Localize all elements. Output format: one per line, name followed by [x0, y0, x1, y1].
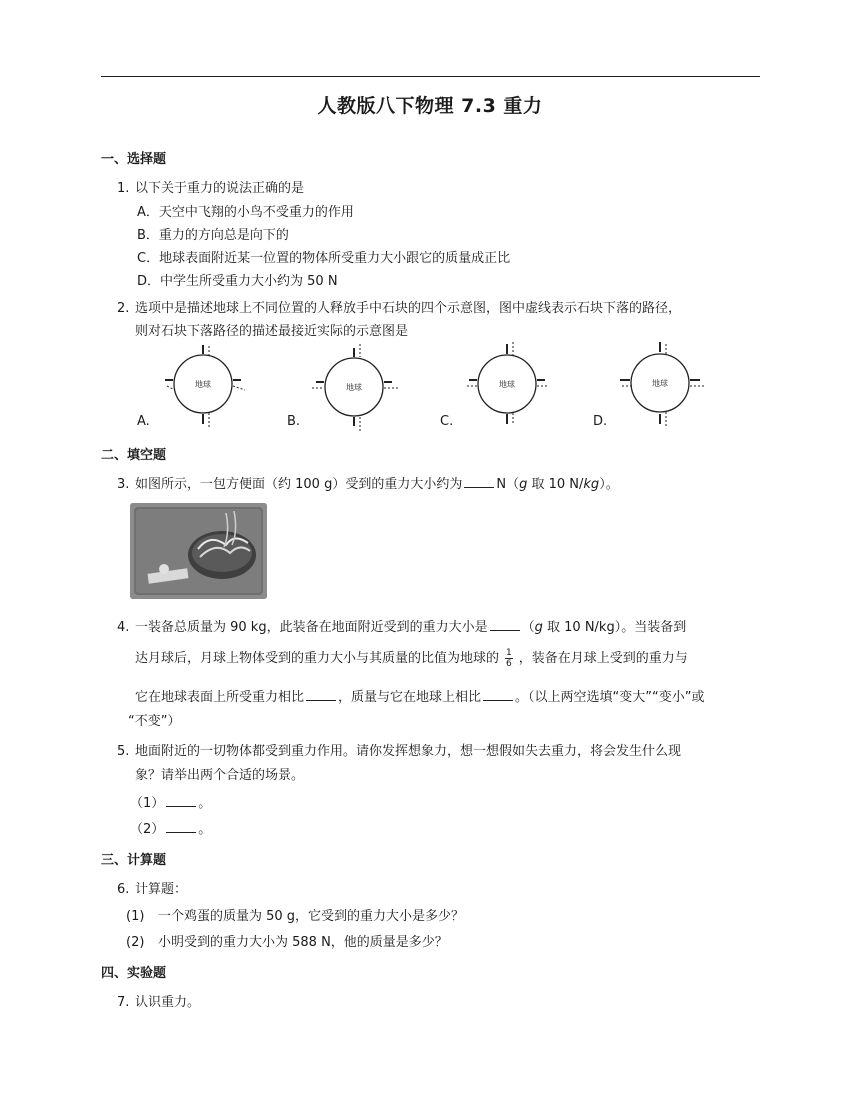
question-5-line-2: 象？请举出两个合适的场景。: [135, 768, 305, 783]
question-stem-line-1: 选项中是描述地球上不同位置的人释放手中石块的四个示意图，图中虚线表示石块下落的路径，: [135, 301, 682, 316]
choice-label-a: A.: [137, 414, 150, 429]
part-label: （1）: [130, 796, 165, 811]
question-text: （: [521, 620, 535, 635]
punctuation: 。: [198, 822, 212, 837]
option-a: A．天空中飞翔的小鸟不受重力的作用: [137, 205, 354, 220]
question-3: [117, 473, 619, 492]
part-label: （2）: [130, 822, 165, 837]
noodle-package-image: [130, 503, 267, 599]
question-number: 3.: [117, 477, 130, 492]
question-6-sub-2: [126, 931, 448, 950]
option-d: D．中学生所受重力大小约为 50 N: [137, 274, 338, 289]
answer-blank: [490, 618, 520, 631]
answer-blank: [464, 475, 494, 488]
earth-label: 地球: [346, 383, 362, 392]
fraction-denominator: 6: [506, 659, 512, 669]
question-4-line-3: [135, 686, 704, 705]
question-1: [117, 177, 304, 196]
question-6: [117, 878, 187, 897]
choice-label-d: D.: [593, 414, 608, 429]
top-rule: [101, 76, 760, 77]
question-text: 它在地球表面上所受重力相比: [135, 690, 305, 705]
choice-label-b: B.: [287, 414, 301, 429]
answer-blank: [306, 688, 336, 701]
question-text: 如图所示，一包方便面（约 100 g）受到的重力大小约为: [135, 477, 463, 492]
question-number: 5.: [117, 744, 130, 759]
sub-number: (1): [126, 909, 145, 924]
question-text: ）。: [599, 477, 619, 492]
earth-diagram-c: [461, 340, 561, 435]
sub-text: 小明受到的重力大小为 588 N，他的质量是多少？: [158, 935, 448, 950]
question-number: 4.: [117, 620, 130, 635]
earth-label: 地球: [652, 379, 668, 388]
option-b: B．重力的方向总是向下的: [137, 228, 289, 243]
fraction-numerator: 1: [506, 648, 512, 658]
sub-number: (2): [126, 935, 145, 950]
answer-blank: [166, 794, 196, 807]
answer-blank: [166, 820, 196, 833]
question-text: 地面附近的一切物体都受到重力作用。请你发挥想象力，想一想假如失去重力，将会发生什么现: [135, 744, 682, 759]
punctuation: 。: [198, 796, 212, 811]
sub-text: 一个鸡蛋的质量为 50 g，它受到的重力大小是多少？: [158, 909, 465, 924]
question-text: ，质量与它在地球上相比: [338, 690, 482, 705]
question-5-part-1: [130, 792, 211, 811]
option-c: C．地球表面附近某一位置的物体所受重力大小跟它的质量成正比: [137, 251, 511, 266]
question-2: [117, 297, 681, 316]
section-heading-experiment: 四、实验题: [101, 966, 167, 981]
question-text: 。（以上两空选填“变大”“变小”或: [515, 690, 705, 705]
question-text: 达月球后，月球上物体受到的重力大小与其质量的比值为地球的: [135, 651, 500, 666]
earth-label: 地球: [499, 380, 515, 389]
question-4-line-2: [135, 647, 688, 669]
question-4-line-1: [117, 616, 686, 635]
question-number: 1.: [117, 181, 130, 196]
math-symbol: kg: [583, 477, 600, 492]
question-number: 6.: [117, 882, 130, 897]
question-text: ，装备在月球上受到的重力与: [518, 651, 688, 666]
question-4-line-4: “不变”）: [128, 714, 181, 729]
question-5-part-2: [130, 818, 211, 837]
question-number: 2.: [117, 301, 130, 316]
choice-label-c: C.: [440, 414, 454, 429]
answer-blank: [483, 688, 513, 701]
question-text: 一装备总质量为 90 kg，此装备在地面附近受到的重力大小是: [135, 620, 488, 635]
question-stem: 认识重力。: [135, 995, 201, 1010]
question-stem-line-2: 则对石块下落路径的描述最接近实际的示意图是: [135, 324, 409, 339]
earth-diagram-b: [308, 340, 408, 435]
question-stem: 以下关于重力的说法正确的是: [135, 181, 305, 196]
earth-label: 地球: [195, 380, 211, 389]
question-stem: 计算题：: [135, 882, 188, 897]
question-6-sub-1: [126, 905, 464, 924]
page-title: 人教版八下物理 7.3 重力: [317, 95, 543, 117]
question-5-line-1: [117, 740, 681, 759]
math-symbol: g: [534, 620, 543, 635]
section-heading-choice: 一、选择题: [101, 152, 167, 167]
question-7: [117, 991, 200, 1010]
question-text: 取 10 N/: [531, 477, 584, 492]
question-text: N（: [496, 477, 520, 492]
fraction-one-sixth: [505, 648, 513, 669]
earth-diagram-d: [612, 340, 712, 435]
section-heading-calc: 三、计算题: [101, 853, 167, 868]
section-heading-fill: 二、填空题: [101, 448, 167, 463]
question-text: 取 10 N/kg）。当装备到: [547, 620, 687, 635]
question-number: 7.: [117, 995, 130, 1010]
math-symbol: g: [519, 477, 528, 492]
earth-diagram-a: [157, 340, 257, 435]
